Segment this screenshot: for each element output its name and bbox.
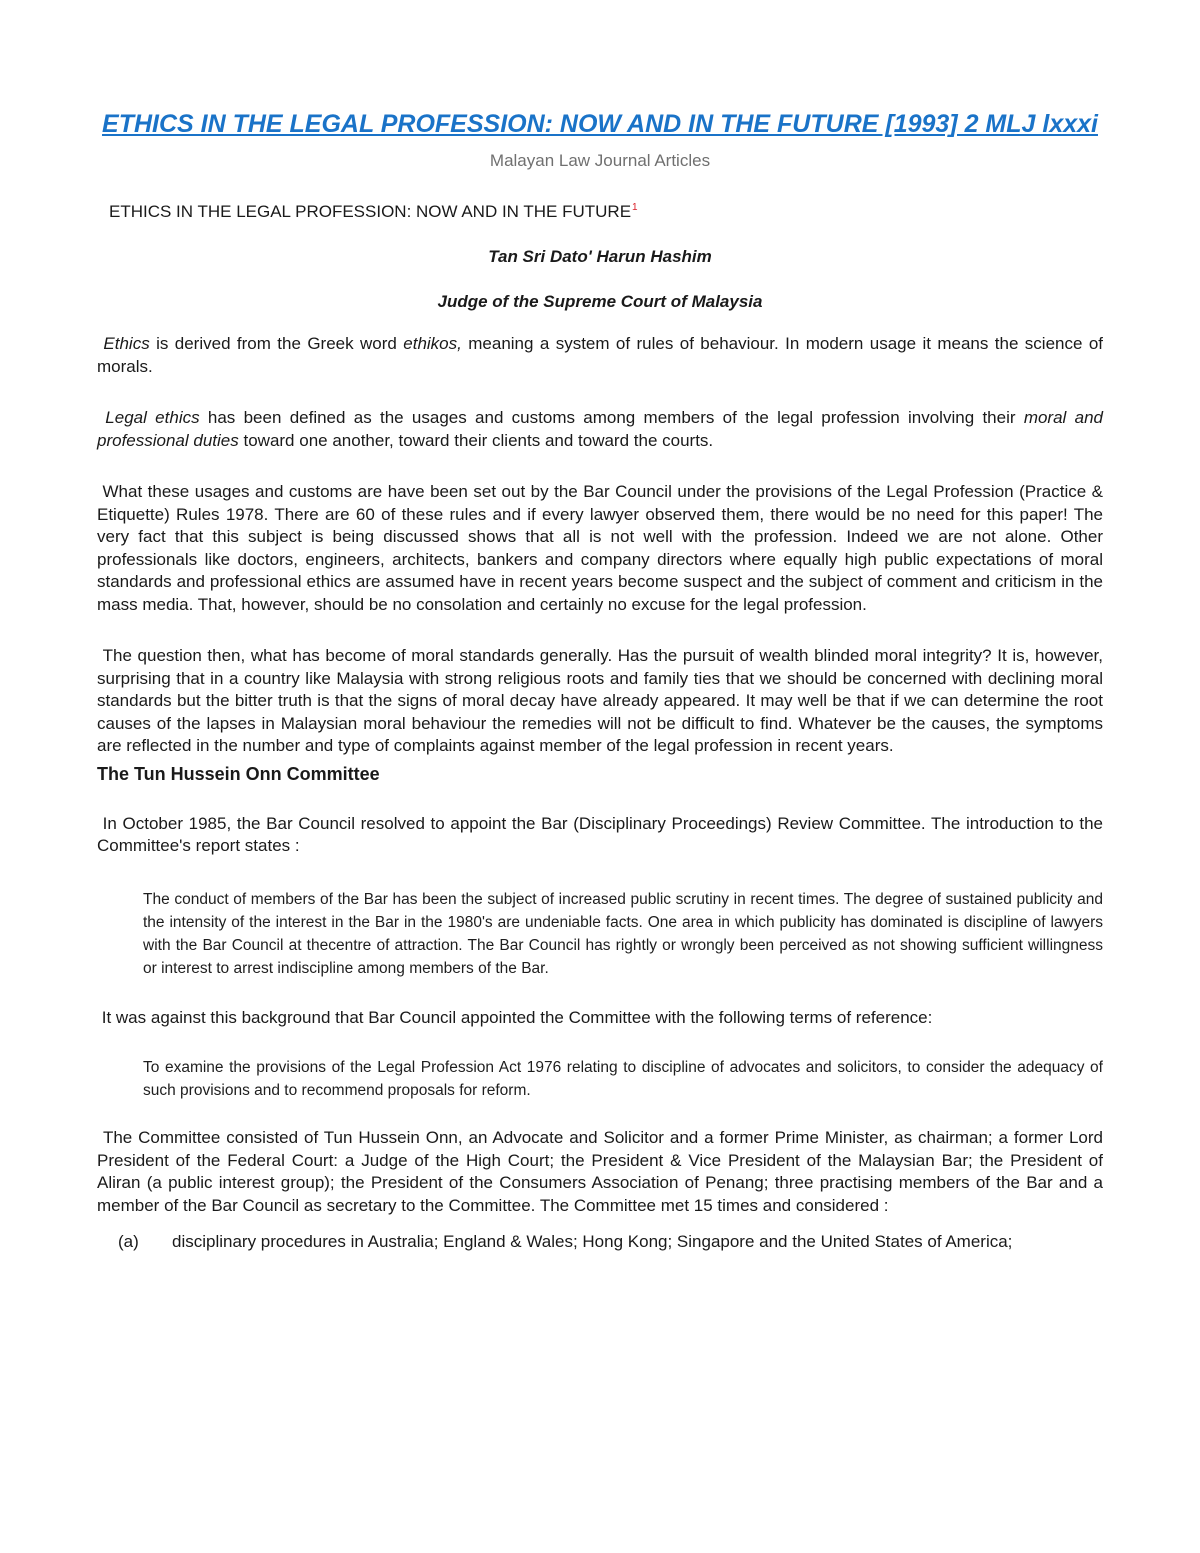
paragraph-text: It was against this background that Bar Council appointed the Committee with the following terms of reference:	[101, 1007, 933, 1027]
author-affiliation: Judge of the Supreme Court of Malaysia	[437, 292, 763, 311]
document-page	[97, 100, 1103, 1254]
article-heading-text: ETHICS IN THE LEGAL PROFESSION: NOW AND IN THE FUTURE	[109, 202, 632, 221]
paragraph-text: has been defined as the usages and customs among members of the legal profession involving their	[199, 408, 1024, 427]
list-item	[97, 1231, 1103, 1254]
quote-text: To examine the provisions of the Legal Profession Act 1976 relating to discipline of advocates and solicitors, to consider the adequacy of such provisions and to recommend proposals for reform.	[143, 1059, 1103, 1099]
block-quote-report	[97, 888, 1103, 980]
paragraph-text: The Committee consisted of Tun Hussein Onn, an Advocate and Solicitor and a former Prime Minister, as chairman; a former Lord President of the Federal Court: a Judge of the High Court; the President & Vice President of the Malaysian Bar; the President of Aliran (a public interest group); the President of the Consumers Association of Penang; three practising members of the Bar and a member of the Bar Council as secretary to the Committee. The Committee met 15 times and considered :	[97, 1128, 1103, 1215]
emphasis-ethics: Ethics	[103, 334, 150, 353]
list-item-text: disciplinary procedures in Australia; England & Wales; Hong Kong; Singapore and the United States of America;	[172, 1232, 1013, 1251]
paragraph-terms-intro	[97, 1007, 1103, 1030]
footnote-marker[interactable]: 1	[632, 202, 638, 214]
paragraph-ethics-definition	[97, 333, 1103, 378]
paragraph-usages-customs	[97, 481, 1103, 616]
block-quote-terms	[97, 1056, 1103, 1102]
section-heading: The Tun Hussein Onn Committee	[97, 763, 380, 784]
emphasis-duties: moral and professional duties	[97, 408, 1103, 450]
paragraph-text: is derived from the Greek word	[149, 334, 404, 353]
paragraph-legal-ethics	[97, 407, 1103, 452]
paragraph-moral-standards	[97, 645, 1103, 758]
journal-name: Malayan Law Journal Articles	[489, 151, 711, 170]
document-title-link[interactable]: ETHICS IN THE LEGAL PROFESSION: NOW AND IN THE FUTURE [1993] 2 MLJ lxxxi	[102, 110, 1098, 138]
list-item-label: (a)	[118, 1232, 139, 1251]
paragraph-text: What these usages and customs are have been set out by the Bar Council under the provisions of the Legal Profession (Practice & Etiquette) Rules 1978. There are 60 of these rules and if every lawyer observed them, there would be no need for this paper! The very fact that this subject is being discussed shows that all is not well with the profession. Indeed we are not alone. Other professionals like doctors, engineers, architects, bankers and company directors where equally high public expectations of moral standards and professional ethics are assumed have in recent years become suspect and the subject of comment and criticism in the mass media. That, however, should be no consolation and certainly no excuse for the legal profession.	[97, 482, 1103, 614]
author-name: Tan Sri Dato' Harun Hashim	[488, 247, 712, 266]
paragraph-text: toward one another, toward their clients and toward the courts.	[238, 430, 714, 450]
article-heading	[97, 202, 1103, 222]
paragraph-committee-members	[97, 1127, 1103, 1217]
paragraph-text: In October 1985, the Bar Council resolved to appoint the Bar (Disciplinary Proceedings) Review Committee. The introduction to the Committee's report states :	[97, 813, 1103, 855]
emphasis-legal-ethics: Legal ethics	[105, 408, 200, 427]
emphasis-ethikos: ethikos,	[403, 334, 462, 353]
paragraph-committee-appointment	[97, 813, 1103, 858]
paragraph-text: The question then, what has become of moral standards generally. Has the pursuit of wealth blinded moral integrity? It is, however, surprising that in a country like Malaysia with strong religious roots and family ties that we should be concerned with declining moral standards but the bitter truth is that the signs of moral decay have already appeared. It may well be that if we can determine the root causes of the lapses in Malaysian moral behaviour the remedies will not be difficult to find. Whatever be the causes, the symptoms are reflected in the number and type of complaints against member of the legal profession in recent years.	[97, 646, 1103, 755]
paragraph-text: meaning a system of rules of behaviour. In modern usage it means the science of morals.	[97, 334, 1104, 376]
quote-text: The conduct of members of the Bar has been the subject of increased public scrutiny in recent times. The degree of sustained publicity and the intensity of the interest in the Bar in the 1980's are undeniable facts. One area in which publicity has dominated is discipline of lawyers with the Bar Council at thecentre of attraction. The Bar Council has rightly or wrongly been perceived as not showing sufficient willingness or interest to arrest indiscipline among members of the Bar.	[143, 890, 1103, 977]
